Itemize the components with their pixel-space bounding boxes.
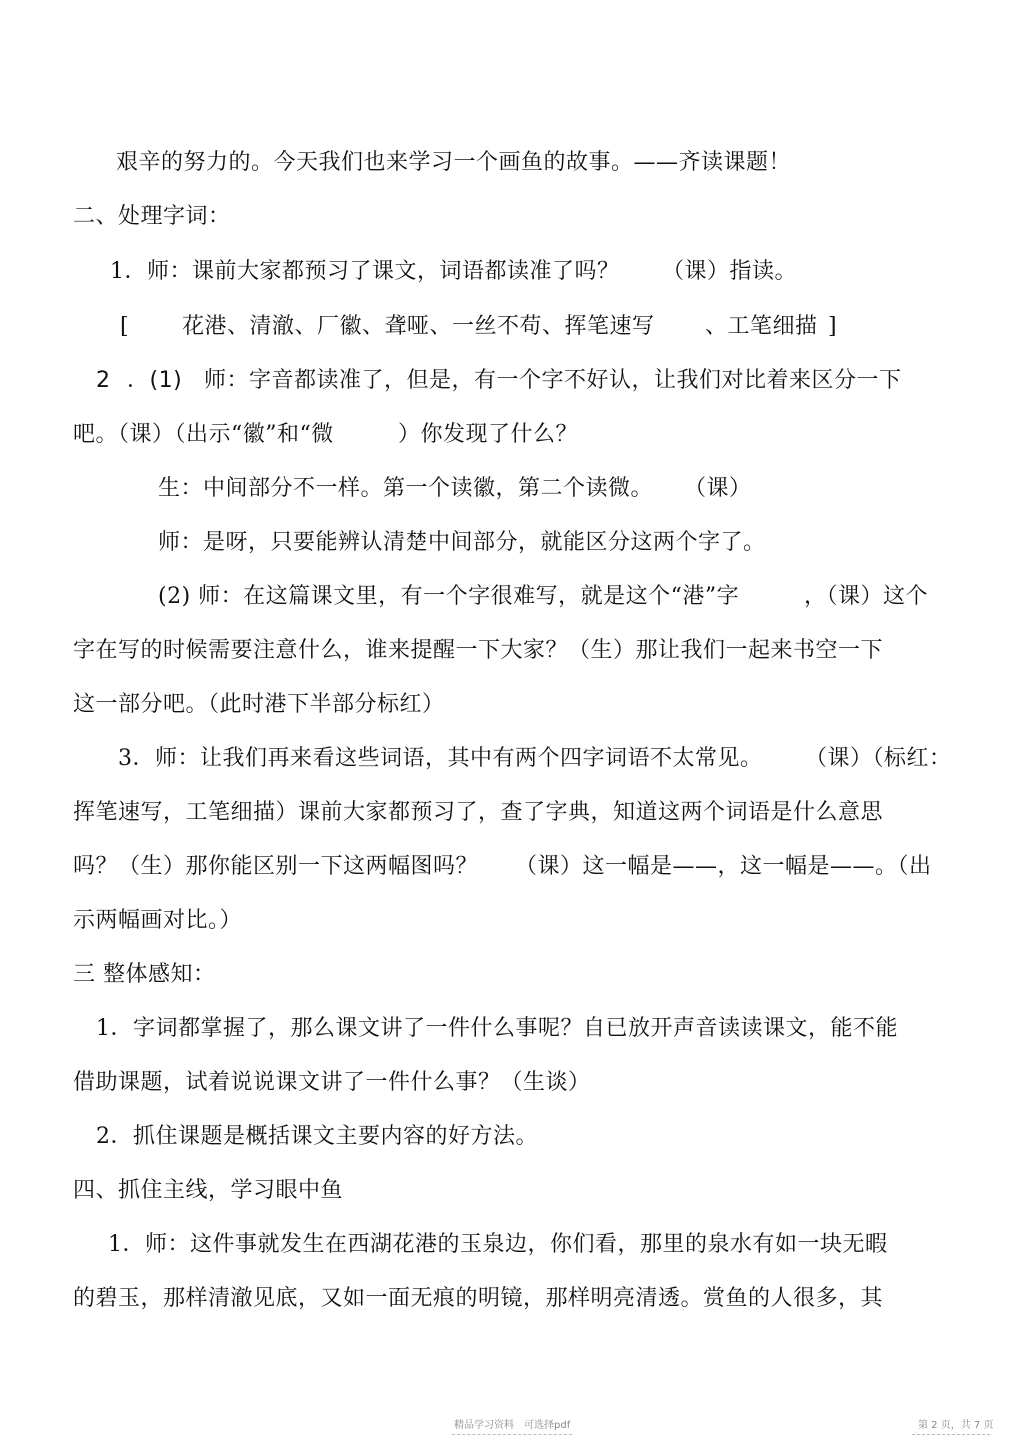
item-number: ．(1) — [127, 368, 183, 393]
text-line: （课）（标红： — [805, 746, 952, 771]
text-line: 字在写的时候需要注意什么，谁来提醒一下大家？（生）那让我们一起来书空一下 — [73, 638, 884, 663]
footer-divider — [912, 1434, 990, 1435]
text-line: （课） — [684, 476, 752, 501]
text-line: 生：中间部分不一样。第一个读徽，第二个读微。 — [158, 476, 654, 501]
footer-divider — [452, 1434, 572, 1435]
text-line: 1．师：这件事就发生在西湖花港的玉泉边，你们看，那里的泉水有如一块无暇 — [108, 1232, 888, 1257]
footer-left: 精品学习资料 可选择pdf — [454, 1420, 571, 1431]
text-line: 师：是呀，只要能辨认清楚中间部分，就能区分这两个字了。 — [158, 530, 766, 555]
text-line: 这一部分吧。（此时港下半部分标红） — [73, 692, 445, 717]
text-line: ）你发现了什么？ — [398, 422, 579, 447]
section-heading: 二、处理字词： — [73, 204, 231, 229]
word-list: 花港、清澈、厂徽、聋哑、一丝不苟、挥笔速写 — [182, 314, 655, 339]
text-line: 示两幅画对比。） — [73, 908, 243, 933]
text-line: （课）指读。 — [662, 259, 798, 284]
text-line: 吗？（生）那你能区别一下这两幅图吗？ — [73, 854, 479, 879]
word-list: 、工笔细描 — [705, 314, 818, 339]
text-line: 的碧玉，那样清澈见底，又如一面无痕的明镜，那样明亮清透。赏鱼的人很多，其 — [73, 1286, 884, 1311]
text-line: 1．字词都掌握了，那么课文讲了一件什么事呢？自已放开声音读读课文，能不能 — [96, 1016, 898, 1041]
bracket-close: ] — [828, 314, 838, 339]
footer-page-number: 第 2 页，共 7 页 — [918, 1420, 994, 1431]
text-line: （课）这一幅是——，这一幅是——。（出 — [515, 854, 932, 879]
text-line: 艰辛的努力的。今天我们也来学习一个画鱼的故事。——齐读课题！ — [116, 150, 792, 175]
text-line: 吧。（课）（出示“徽”和“微 — [73, 422, 334, 447]
section-heading: 四、抓住主线，学习眼中鱼 — [73, 1178, 344, 1203]
bracket-open: [ — [120, 314, 130, 339]
text-line: 师：字音都读准了，但是，有一个字不好认，让我们对比着来区分一下 — [204, 368, 902, 393]
text-line: 2．抓住课题是概括课文主要内容的好方法。 — [96, 1124, 538, 1149]
text-line: 1．师：课前大家都预习了课文，词语都读准了吗？ — [110, 259, 620, 284]
section-heading: 三 整体感知： — [73, 962, 216, 987]
text-line: 借助课题，试着说说课文讲了一件什么事？（生谈） — [73, 1070, 591, 1095]
text-line: ，（课）这个 — [804, 584, 929, 609]
text-line: 挥笔速写，工笔细描）课前大家都预习了，查了字典，知道这两个词语是什么意思 — [73, 800, 884, 825]
text-line: (2) 师：在这篇课文里，有一个字很难写，就是这个“港”字 — [158, 584, 740, 609]
item-number: 2 — [96, 368, 111, 393]
text-line: 3．师：让我们再来看这些词语，其中有两个四字词语不太常见。 — [118, 746, 763, 771]
